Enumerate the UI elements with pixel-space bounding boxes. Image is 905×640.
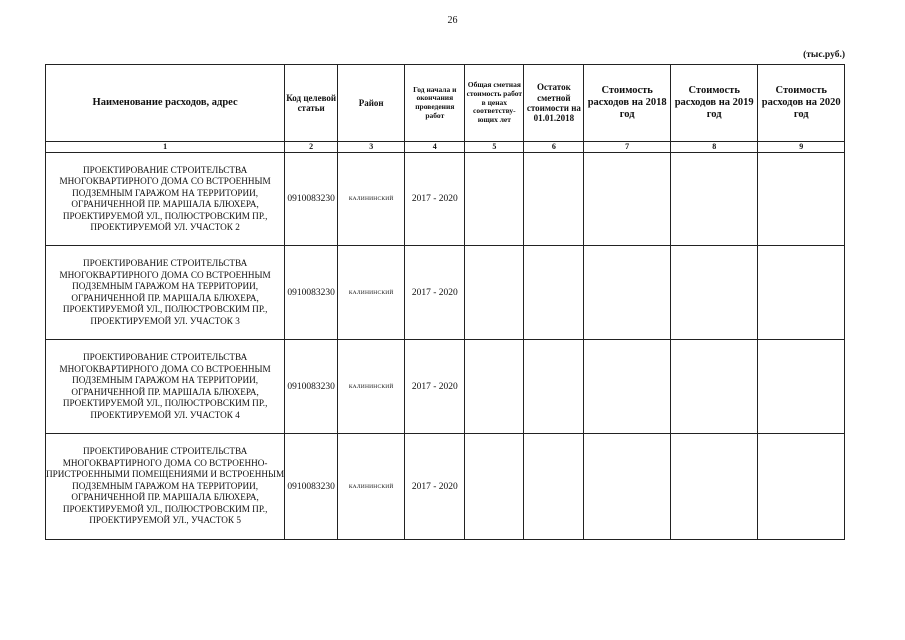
row-years: 2017 - 2020 bbox=[405, 153, 465, 246]
row-years: 2017 - 2020 bbox=[405, 340, 465, 434]
header-cost-2019: Стоимость расходов на 2019 год bbox=[670, 65, 758, 142]
header-code: Код целевой статьи bbox=[285, 65, 338, 142]
header-total-cost: Общая сметная стоимость работ в ценах соответству-ющих лет bbox=[465, 65, 524, 142]
row-code: 0910083230 bbox=[285, 340, 338, 434]
row-total-cost bbox=[465, 434, 524, 540]
row-district: КАЛИНИНСКИЙ bbox=[338, 246, 405, 340]
row-cost-2018 bbox=[584, 340, 671, 434]
row-cost-2019 bbox=[670, 434, 758, 540]
header-row bbox=[46, 65, 845, 142]
column-number: 5 bbox=[465, 142, 524, 153]
row-name: ПРОЕКТИРОВАНИЕ СТРОИТЕЛЬСТВА МНОГОКВАРТИРНОГО ДОМА СО ВСТРОЕННЫМ ПОДЗЕМНЫМ ГАРАЖОМ НА ТЕРРИТОРИИ, ОГРАНИЧЕННОЙ ПР. МАРШАЛА БЛЮХЕРА, ПРОЕКТИРУЕМОЙ УЛ., ПОЛЮСТРОВСКИМ ПР., ПРОЕКТИРУЕМОЙ УЛ. УЧАСТОК 4 bbox=[46, 340, 285, 434]
table-row bbox=[46, 434, 845, 540]
row-cost-2018 bbox=[584, 246, 671, 340]
column-number: 4 bbox=[405, 142, 465, 153]
unit-note: (тыс.руб.) bbox=[803, 50, 845, 60]
row-name: ПРОЕКТИРОВАНИЕ СТРОИТЕЛЬСТВА МНОГОКВАРТИРНОГО ДОМА СО ВСТРОЕННО-ПРИСТРОЕННЫМИ ПОМЕЩЕНИЯМИ И ВСТРОЕННЫМ ПОДЗЕМНЫМ ГАРАЖОМ НА ТЕРРИТОРИИ, ОГРАНИЧЕННОЙ ПР. МАРШАЛА БЛЮХЕРА, ПРОЕКТИРУЕМОЙ УЛ., ПОЛЮСТРОВСКИМ ПР., ПРОЕКТИРУЕМОЙ УЛ., УЧАСТОК 5 bbox=[46, 434, 285, 540]
row-district: КАЛИНИНСКИЙ bbox=[338, 340, 405, 434]
header-remaining: Остаток сметной стоимости на 01.01.2018 bbox=[524, 65, 584, 142]
row-cost-2020 bbox=[758, 340, 845, 434]
row-cost-2020 bbox=[758, 153, 845, 246]
row-years: 2017 - 2020 bbox=[405, 434, 465, 540]
row-remaining bbox=[524, 246, 584, 340]
header-years: Год начала и окончания проведения работ bbox=[405, 65, 465, 142]
header-cost-2018: Стоимость расходов на 2018 год bbox=[584, 65, 671, 142]
table-row bbox=[46, 153, 845, 246]
row-cost-2020 bbox=[758, 246, 845, 340]
column-number: 1 bbox=[46, 142, 285, 153]
row-cost-2018 bbox=[584, 153, 671, 246]
row-district: КАЛИНИНСКИЙ bbox=[338, 434, 405, 540]
row-cost-2019 bbox=[670, 153, 758, 246]
row-code: 0910083230 bbox=[285, 434, 338, 540]
header-cost-2020: Стоимость расходов на 2020 год bbox=[758, 65, 845, 142]
column-number: 7 bbox=[584, 142, 671, 153]
row-cost-2019 bbox=[670, 246, 758, 340]
column-number: 3 bbox=[338, 142, 405, 153]
header-name: Наименование расходов, адрес bbox=[46, 65, 285, 142]
column-number: 9 bbox=[758, 142, 845, 153]
row-cost-2018 bbox=[584, 434, 671, 540]
page-number: 26 bbox=[447, 15, 458, 26]
row-cost-2019 bbox=[670, 340, 758, 434]
header-district: Район bbox=[338, 65, 405, 142]
table-row bbox=[46, 340, 845, 434]
row-code: 0910083230 bbox=[285, 153, 338, 246]
row-total-cost bbox=[465, 246, 524, 340]
row-name: ПРОЕКТИРОВАНИЕ СТРОИТЕЛЬСТВА МНОГОКВАРТИРНОГО ДОМА СО ВСТРОЕННЫМ ПОДЗЕМНЫМ ГАРАЖОМ НА ТЕРРИТОРИИ, ОГРАНИЧЕННОЙ ПР. МАРШАЛА БЛЮХЕРА, ПРОЕКТИРУЕМОЙ УЛ., ПОЛЮСТРОВСКИМ ПР., ПРОЕКТИРУЕМОЙ УЛ. УЧАСТОК 3 bbox=[46, 246, 285, 340]
row-total-cost bbox=[465, 340, 524, 434]
row-remaining bbox=[524, 340, 584, 434]
column-number: 2 bbox=[285, 142, 338, 153]
row-years: 2017 - 2020 bbox=[405, 246, 465, 340]
row-district: КАЛИНИНСКИЙ bbox=[338, 153, 405, 246]
table-row bbox=[46, 246, 845, 340]
column-number-row bbox=[46, 142, 845, 153]
row-name: ПРОЕКТИРОВАНИЕ СТРОИТЕЛЬСТВА МНОГОКВАРТИРНОГО ДОМА СО ВСТРОЕННЫМ ПОДЗЕМНЫМ ГАРАЖОМ НА ТЕРРИТОРИИ, ОГРАНИЧЕННОЙ ПР. МАРШАЛА БЛЮХЕРА, ПРОЕКТИРУЕМОЙ УЛ., ПОЛЮСТРОВСКИМ ПР., ПРОЕКТИРУЕМОЙ УЛ. УЧАСТОК 2 bbox=[46, 153, 285, 246]
column-number: 8 bbox=[670, 142, 758, 153]
row-code: 0910083230 bbox=[285, 246, 338, 340]
row-remaining bbox=[524, 153, 584, 246]
row-remaining bbox=[524, 434, 584, 540]
expenses-table bbox=[45, 64, 845, 540]
column-number: 6 bbox=[524, 142, 584, 153]
row-total-cost bbox=[465, 153, 524, 246]
row-cost-2020 bbox=[758, 434, 845, 540]
